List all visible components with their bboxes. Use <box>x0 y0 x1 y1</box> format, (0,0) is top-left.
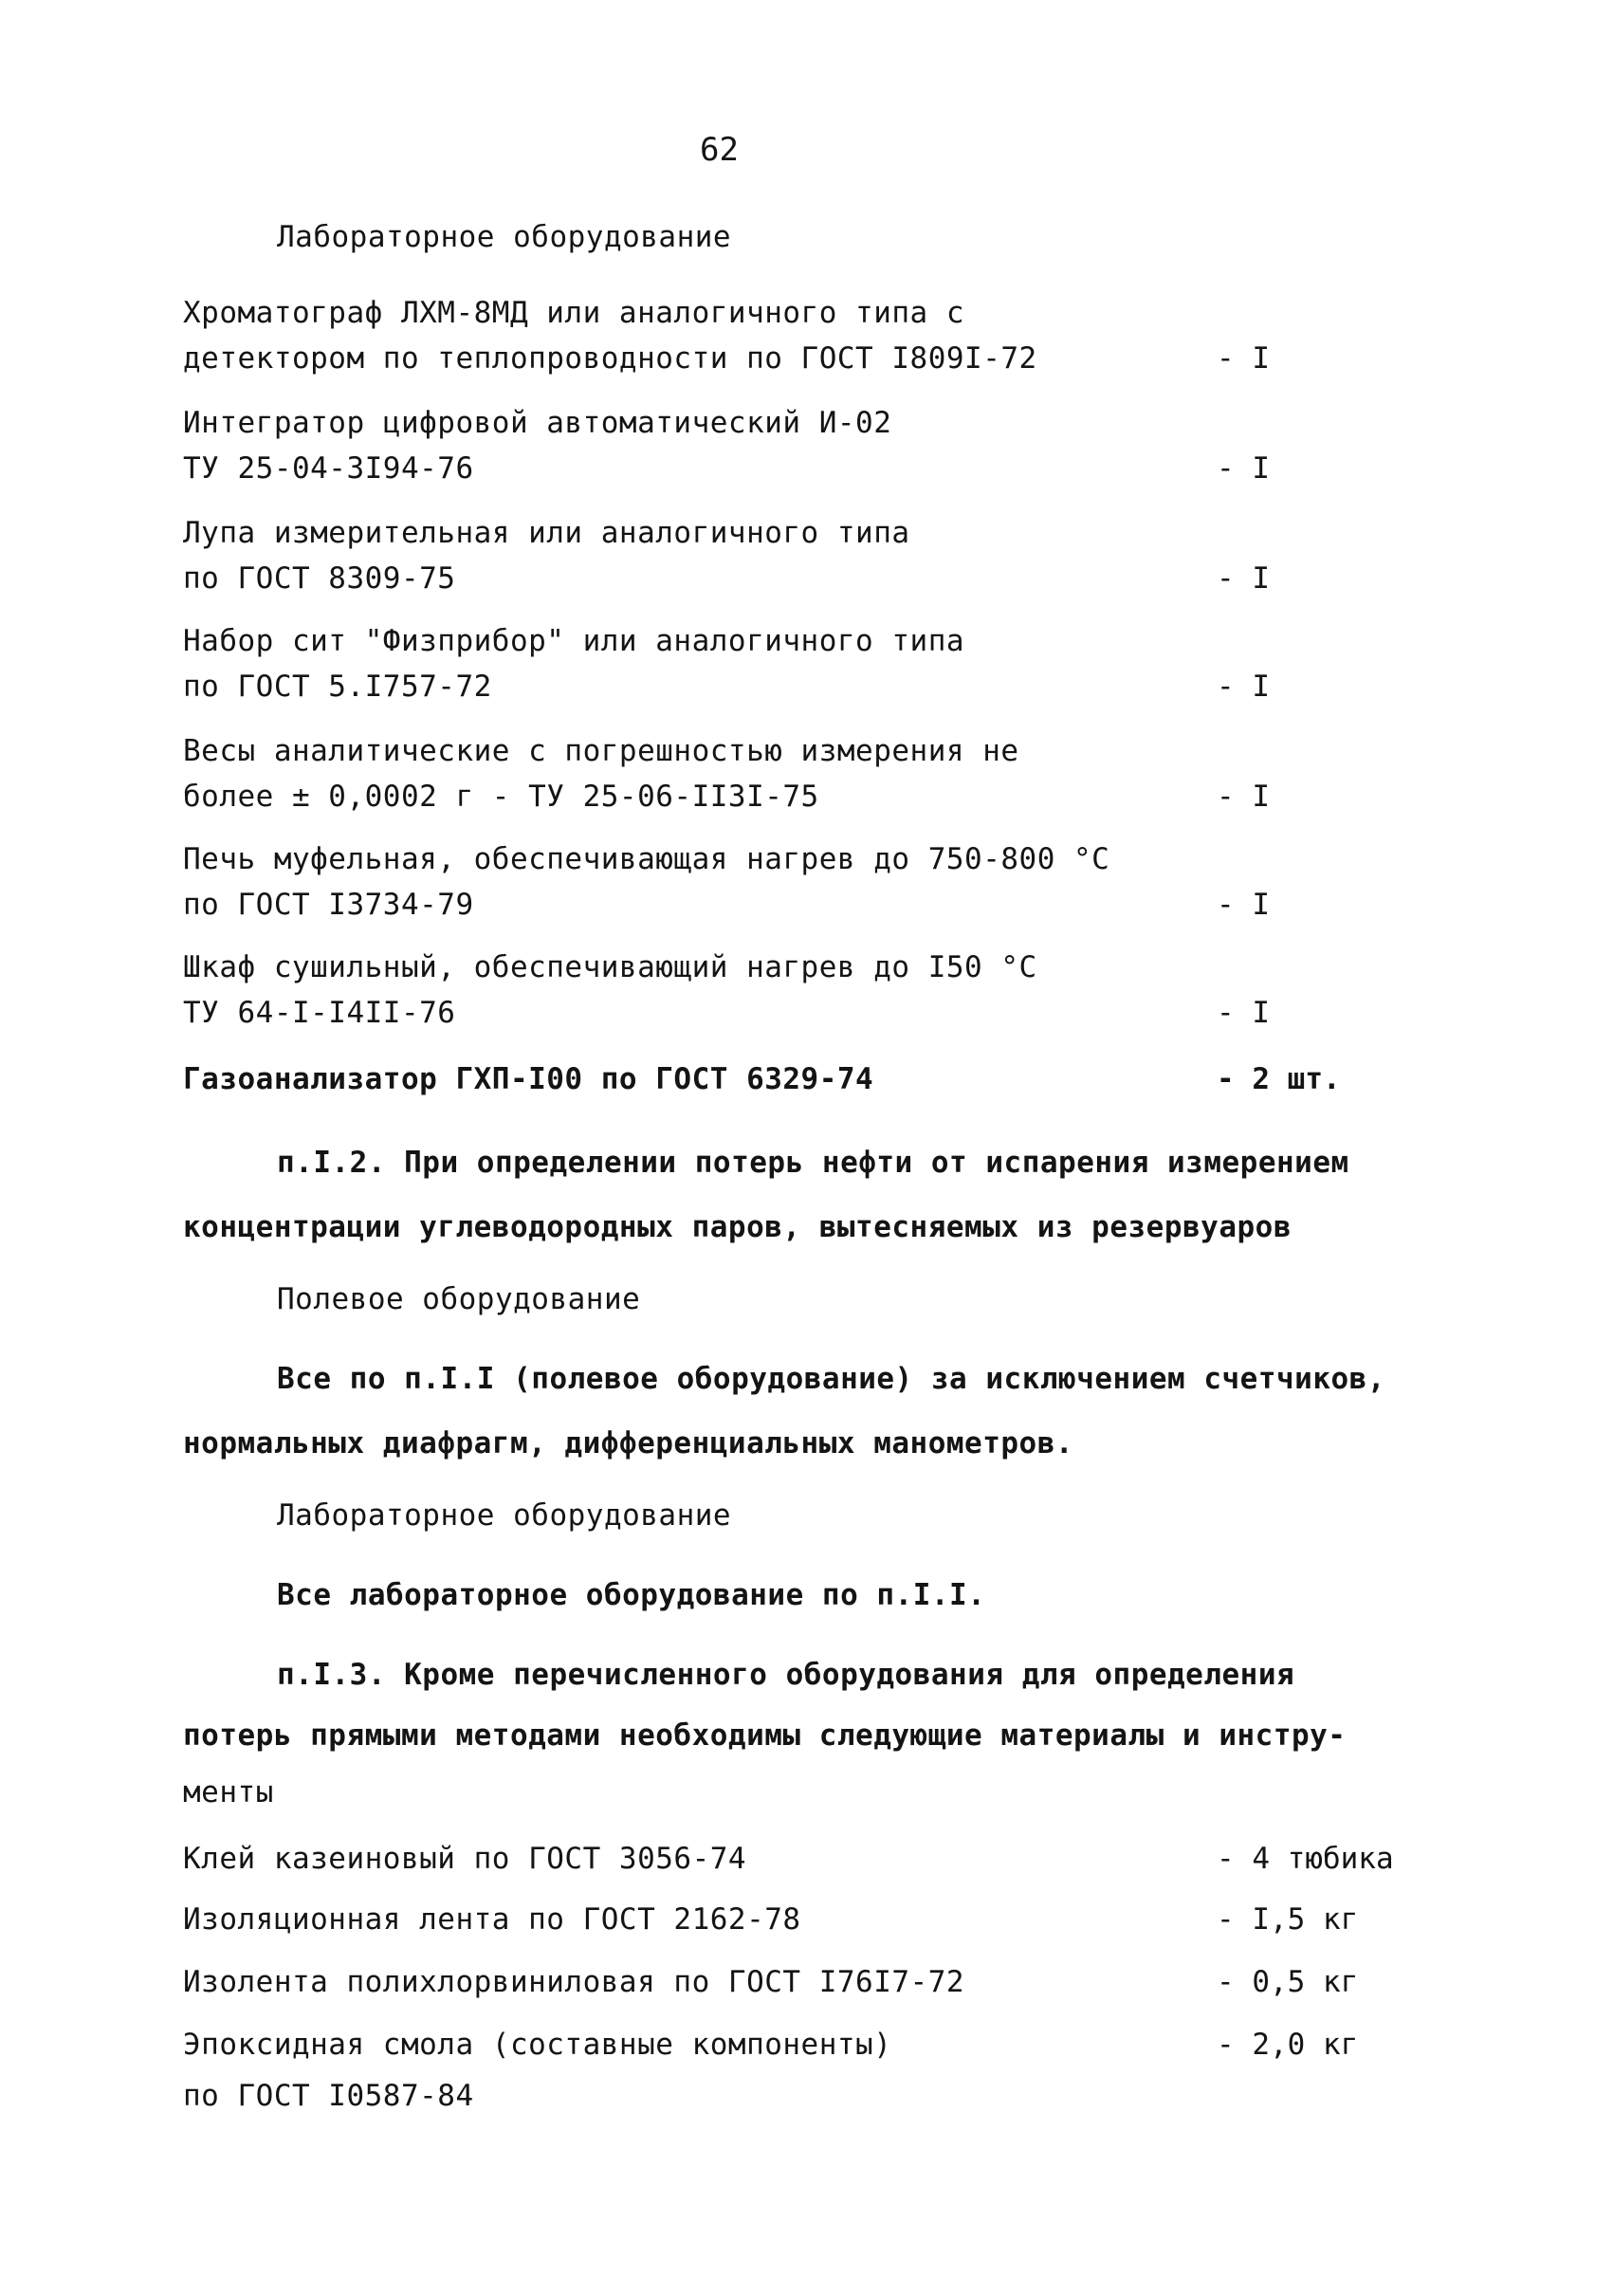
equipment-item-line: Лупа измерительная или аналогичного типа <box>183 516 910 550</box>
equipment-quantity: - I <box>1217 670 1270 704</box>
material-quantity: - I,5 кг <box>1217 1902 1359 1937</box>
section-paragraph-line: п.I.2. При определении потерь нефти от испарения измерением <box>277 1146 1349 1180</box>
field-paragraph-line: Все по п.I.I (полевое оборудование) за исключением счетчиков, <box>277 1362 1385 1396</box>
equipment-item-line: Хроматограф ЛХМ-8МД или аналогичного типа с <box>183 296 965 330</box>
page-number: 62 <box>700 131 739 169</box>
lab-heading: Лабораторное оборудование <box>277 220 732 254</box>
field-heading: Полевое оборудование <box>277 1282 641 1316</box>
material-item-line: по ГОСТ I0587-84 <box>183 2079 474 2113</box>
equipment-quantity: - I <box>1217 780 1270 814</box>
equipment-item-line: детектором по теплопроводности по ГОСТ I809I-72 <box>183 341 1037 376</box>
equipment-item-line: по ГОСТ 8309-75 <box>183 561 456 596</box>
material-quantity: - 2,0 кг <box>1217 2028 1359 2062</box>
section-paragraph-line: менты <box>183 1775 274 1809</box>
section-paragraph-line: п.I.3. Кроме перечисленного оборудования для определения <box>277 1658 1295 1692</box>
equipment-quantity: - I <box>1217 996 1270 1030</box>
equipment-quantity: - I <box>1217 451 1270 486</box>
lab-heading: Лабораторное оборудование <box>277 1498 732 1533</box>
equipment-quantity: - I <box>1217 888 1270 922</box>
equipment-item-line: Печь муфельная, обеспечивающая нагрев до 750-800 °С <box>183 842 1110 876</box>
equipment-item-line: Шкаф сушильный, обеспечивающий нагрев до I50 °С <box>183 950 1037 984</box>
equipment-item-line: ТУ 25-04-3I94-76 <box>183 451 474 486</box>
equipment-item-line: по ГОСТ 5.I757-72 <box>183 670 492 704</box>
section-paragraph-line: концентрации углеводородных паров, вытесняемых из резервуаров <box>183 1210 1292 1244</box>
section-paragraph-line: потерь прямыми методами необходимы следующие материалы и инстру- <box>183 1718 1347 1753</box>
equipment-item-line: Интегратор цифровой автоматический И-02 <box>183 406 892 440</box>
equipment-quantity: - I <box>1217 561 1270 596</box>
field-paragraph-line: нормальных диафрагм, дифференциальных манометров. <box>183 1426 1074 1460</box>
material-item: Эпоксидная смола (составные компоненты) <box>183 2028 892 2062</box>
equipment-item-line: Набор сит "Физприбор" или аналогичного типа <box>183 624 965 658</box>
lab-paragraph: Все лабораторное оборудование по п.I.I. <box>277 1578 986 1612</box>
equipment-item-line: Весы аналитические с погрешностью измерения не <box>183 734 1019 768</box>
equipment-quantity: - 2 шт. <box>1217 1062 1341 1096</box>
equipment-item-line: по ГОСТ I3734-79 <box>183 888 474 922</box>
material-quantity: - 0,5 кг <box>1217 1965 1359 1999</box>
equipment-item-line: более ± 0,0002 г - ТУ 25-06-II3I-75 <box>183 780 819 814</box>
equipment-item-line: Газоанализатор ГХП-I00 по ГОСТ 6329-74 <box>183 1062 874 1096</box>
material-item: Изоляционная лента по ГОСТ 2162-78 <box>183 1902 801 1937</box>
equipment-quantity: - I <box>1217 341 1270 376</box>
equipment-item-line: ТУ 64-I-I4II-76 <box>183 996 456 1030</box>
material-item: Клей казеиновый по ГОСТ 3056-74 <box>183 1842 747 1876</box>
material-item: Изолента полихлорвиниловая по ГОСТ I76I7-72 <box>183 1965 965 1999</box>
material-quantity: - 4 тюбика <box>1217 1842 1394 1876</box>
